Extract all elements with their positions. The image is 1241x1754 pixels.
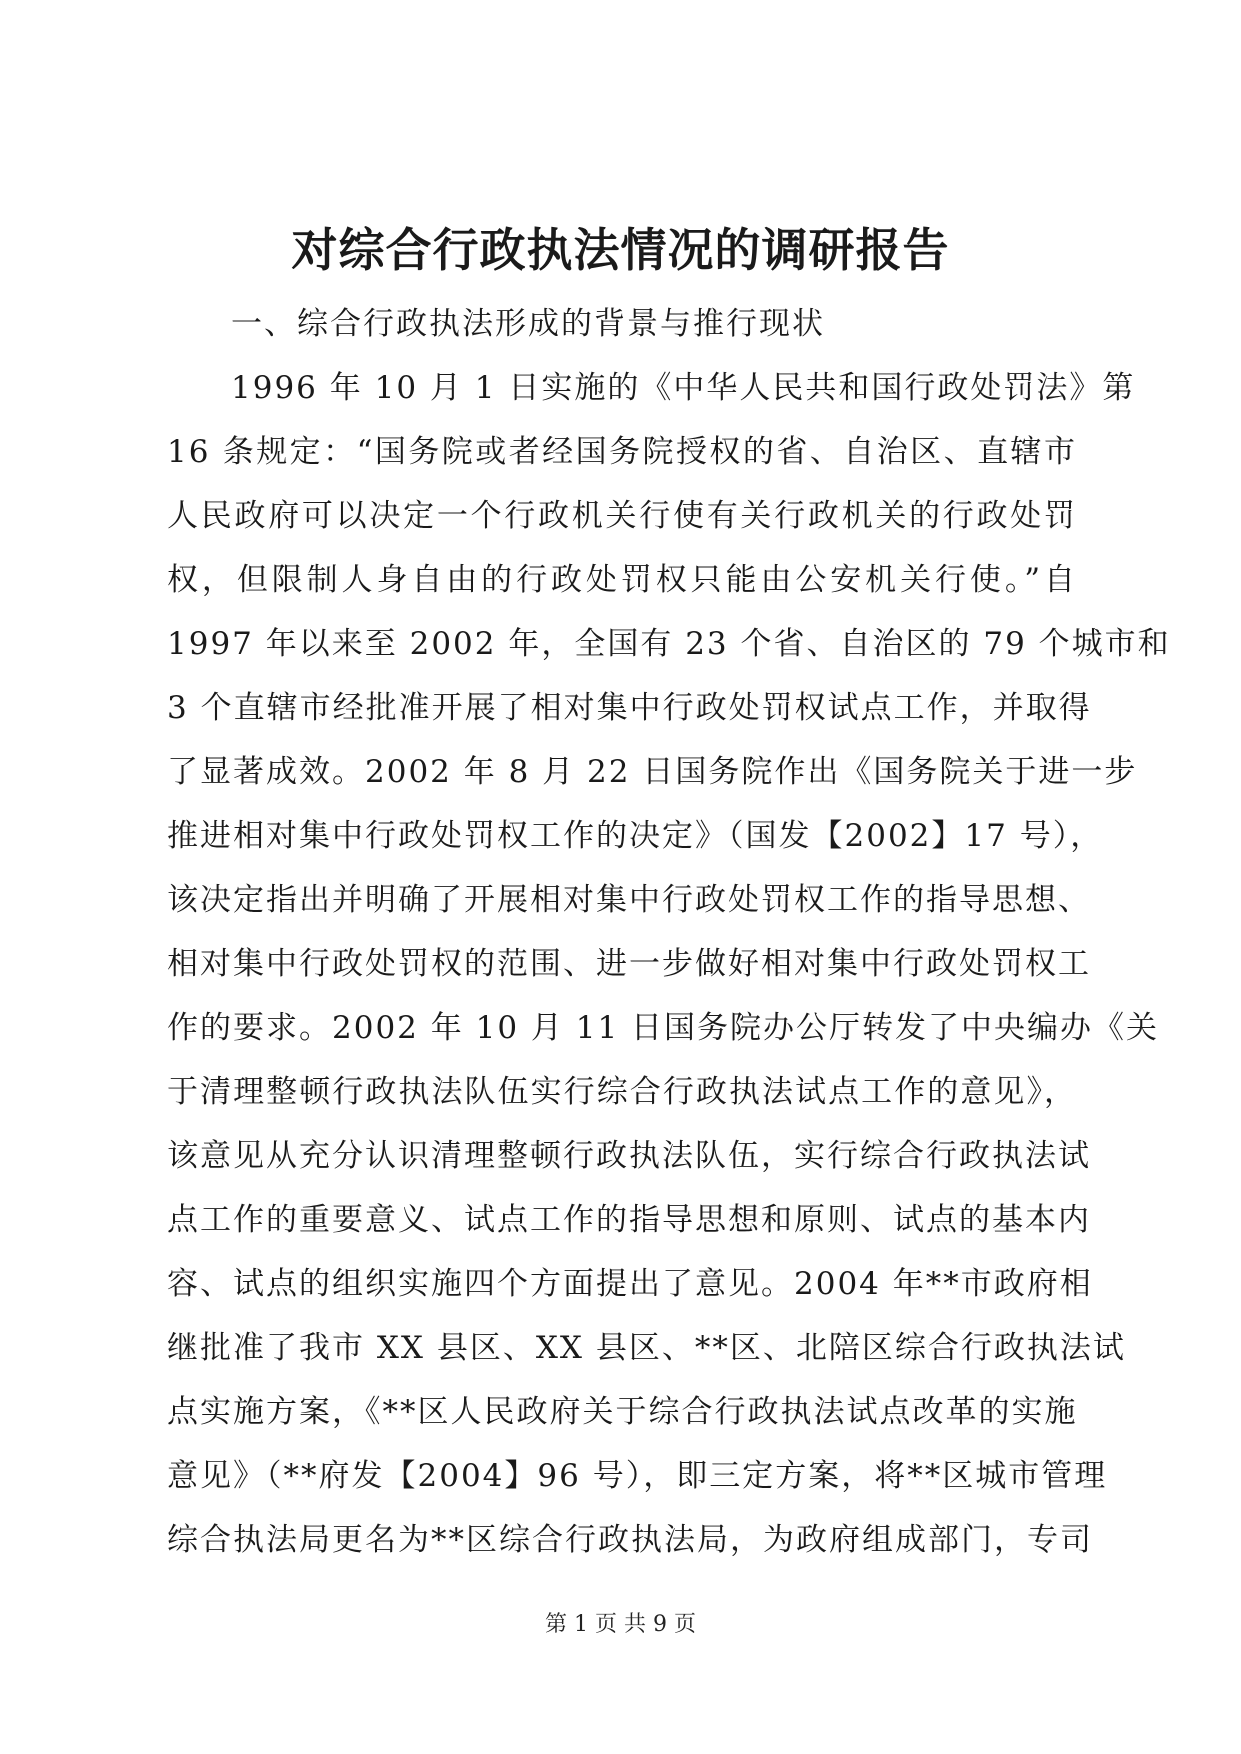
paragraph-line: 点工作的重要意义、试点工作的指导思想和原则、试点的基本内 xyxy=(167,1202,1091,1238)
paragraph-line: 该决定指出并明确了开展相对集中行政处罚权工作的指导思想、 xyxy=(167,882,1091,918)
paragraph-line: 3 个直辖市经批准开展了相对集中行政处罚权试点工作，并取得 xyxy=(167,690,1092,726)
paragraph-line: 权，但限制人身自由的行政处罚权只能由公安机关行使。”自 xyxy=(167,562,1077,598)
page-number-footer: 第 1 页 共 9 页 xyxy=(545,1612,696,1637)
paragraph-line: 该意见从充分认识清理整顿行政执法队伍，实行综合行政执法试 xyxy=(167,1138,1091,1174)
document-title: 对综合行政执法情况的调研报告 xyxy=(291,223,950,277)
paragraph-line: 人民政府可以决定一个行政机关行使有关行政机关的行政处罚 xyxy=(167,498,1077,534)
paragraph-line: 继批准了我市 XX 县区、XX 县区、**区、北陪区综合行政执法试 xyxy=(167,1330,1126,1366)
paragraph-line: 16 条规定：“国务院或者经国务院授权的省、自治区、直辖市 xyxy=(167,434,1077,470)
paragraph-line: 于清理整顿行政执法队伍实行综合行政执法试点工作的意见》， xyxy=(167,1074,1077,1110)
paragraph-line: 了显著成效。2002 年 8 月 22 日国务院作出《国务院关于进一步 xyxy=(167,754,1138,790)
paragraph-line: 1997 年以来至 2002 年，全国有 23 个省、自治区的 79 个城市和 xyxy=(167,626,1171,662)
paragraph-line: 点实施方案，《**区人民政府关于综合行政执法试点改革的实施 xyxy=(167,1394,1078,1430)
paragraph-line: 相对集中行政处罚权的范围、进一步做好相对集中行政处罚权工 xyxy=(167,946,1091,982)
paragraph-line: 作的要求。2002 年 10 月 11 日国务院办公厅转发了中央编办《关 xyxy=(167,1010,1160,1046)
paragraph-line: 推进相对集中行政处罚权工作的决定》（国发【2002】17 号）， xyxy=(167,818,1104,854)
paragraph-line: 综合执法局更名为**区综合行政执法局，为政府组成部门，专司 xyxy=(167,1522,1093,1558)
paragraph-line: 意见》（**府发【2004】96 号），即三定方案，将**区城市管理 xyxy=(167,1458,1108,1494)
section-heading: 一、综合行政执法形成的背景与推行现状 xyxy=(231,306,825,342)
paragraph-line: 容、试点的组织实施四个方面提出了意见。2004 年**市政府相 xyxy=(167,1266,1093,1302)
document-body xyxy=(167,292,1171,1572)
paragraph-line: 1996 年 10 月 1 日实施的《中华人民共和国行政处罚法》第 xyxy=(231,370,1136,406)
